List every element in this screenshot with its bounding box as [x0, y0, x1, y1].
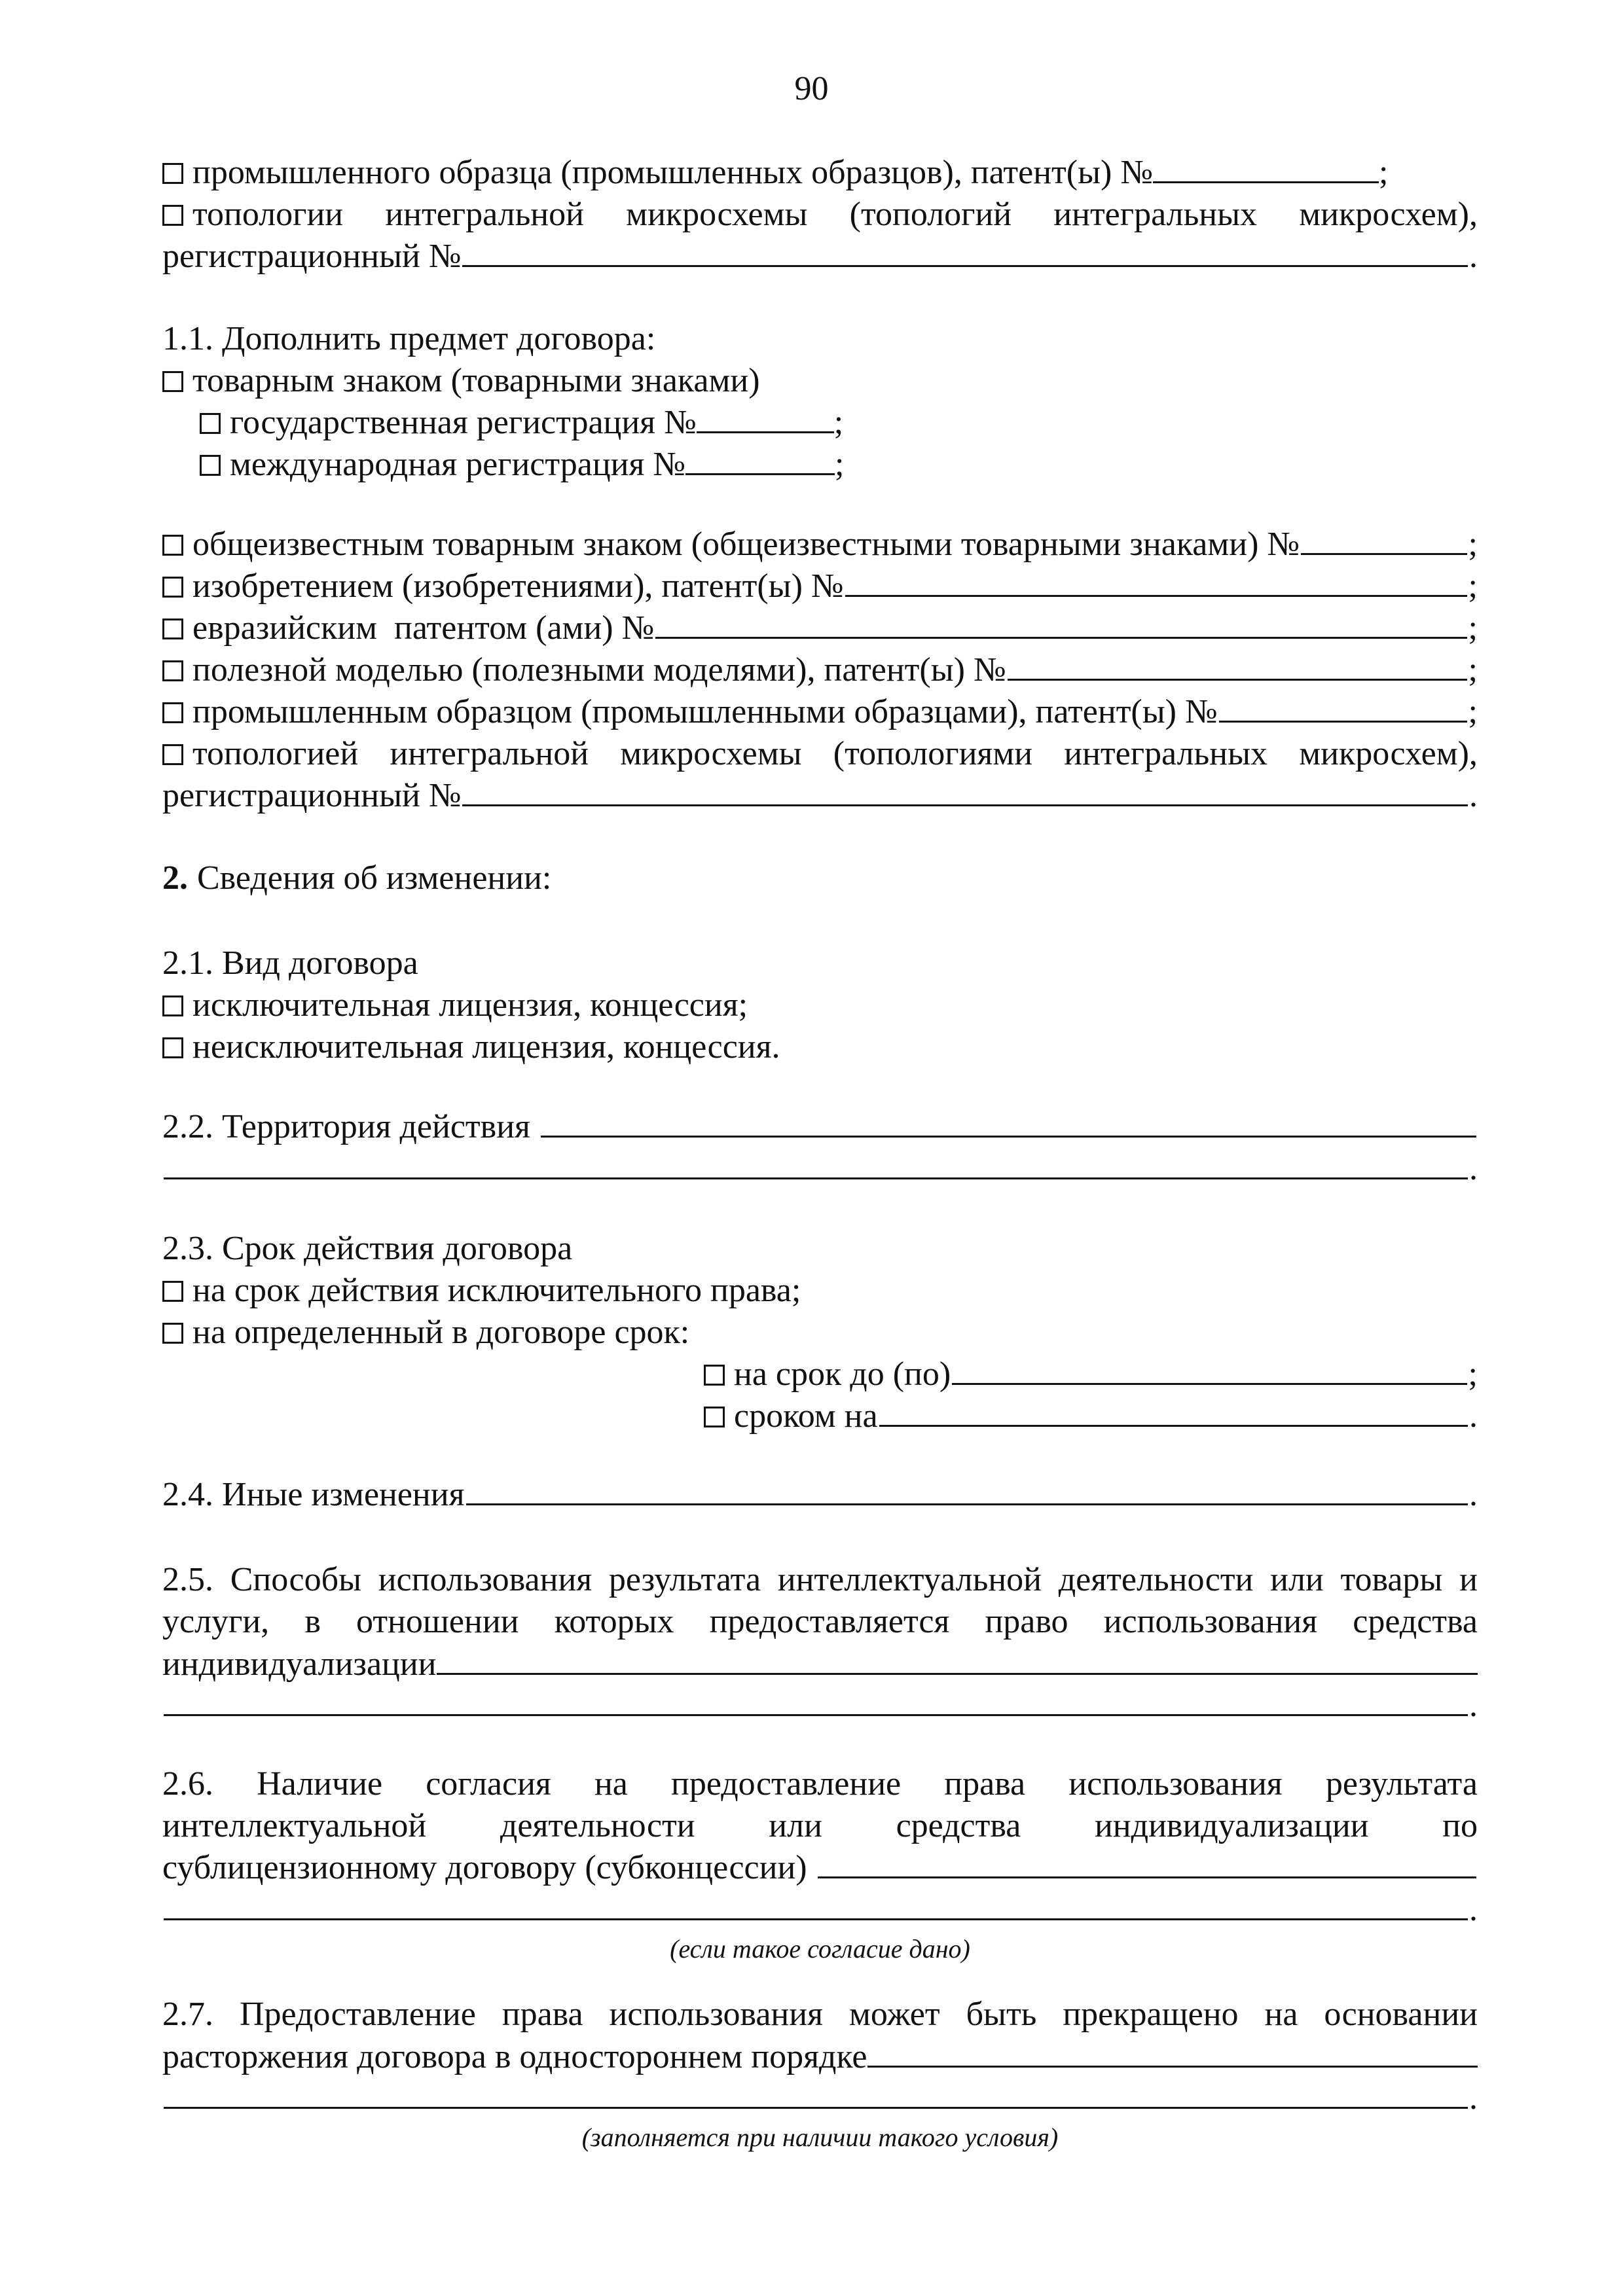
well-known-line: общеизвестным товарным знаком (общеизвестными товарными знаками) № ;: [162, 524, 1478, 565]
invention-blank[interactable]: [845, 566, 1467, 597]
checkbox[interactable]: [200, 455, 221, 476]
checkbox[interactable]: [162, 1281, 183, 1302]
term-defined-line: на определенный в договоре срок:: [162, 1312, 1478, 1354]
reg-number-line-2: регистрационный № .: [162, 777, 1478, 814]
checkbox[interactable]: [162, 1037, 183, 1058]
term-for-blank[interactable]: [879, 1396, 1468, 1427]
territory-blank[interactable]: [541, 1107, 1476, 1138]
s2-6-line1: 2.6. Наличие согласия на предоставление права использования результата: [162, 1765, 1478, 1803]
checkbox[interactable]: [162, 535, 183, 556]
industrial-design-line: промышленного образца (промышленных образцов), патент(ы) № ;: [162, 152, 1478, 194]
invention-line: изобретением (изобретениями), патент(ы) № ;: [162, 565, 1478, 607]
topology-text-2: топологией интегральной микросхемы (топологиями интегральных микросхем),: [192, 735, 1478, 772]
checkbox[interactable]: [162, 205, 183, 226]
checkbox[interactable]: [162, 1323, 183, 1344]
industrial-blank[interactable]: [1219, 692, 1467, 723]
eurasian-blank[interactable]: [655, 608, 1467, 639]
intl-reg-blank[interactable]: [685, 444, 835, 475]
checkbox[interactable]: [704, 1407, 725, 1427]
checkbox[interactable]: [162, 660, 183, 681]
other-changes-line: 2.4. Иные изменения .: [162, 1476, 1478, 1513]
page-number: 90: [794, 70, 829, 107]
termination-blank-2[interactable]: [164, 2078, 1468, 2109]
s1-1-heading: 1.1. Дополнить предмет договора:: [162, 320, 656, 357]
s2-5-line2: услуги, в отношении которых предоставляется право использования средства: [162, 1603, 1478, 1640]
usage-methods-blank[interactable]: [437, 1643, 1478, 1675]
termination-blank[interactable]: [867, 2036, 1478, 2068]
intl-reg-line: международная регистрация № ;: [200, 444, 1478, 486]
utility-line: полезной моделью (полезными моделями), патент(ы) № ;: [162, 649, 1478, 691]
checkbox[interactable]: [162, 163, 183, 184]
topology-line: [162, 194, 1478, 236]
checkbox[interactable]: [162, 744, 183, 765]
s2-6-line4: .: [162, 1889, 1478, 1931]
s2-5-line3: индивидуализации: [162, 1643, 1478, 1685]
term-exclusive-line: на срок действия исключительного права;: [162, 1270, 1478, 1312]
term-until-blank[interactable]: [952, 1354, 1467, 1385]
s2-6-note: (если такое согласие дано): [670, 1934, 970, 1964]
reg-number-blank[interactable]: [462, 236, 1468, 267]
patent-number-blank[interactable]: [1153, 152, 1379, 183]
s2-5-line1: 2.5. Способы использования результата интеллектуальной деятельности или товары и: [162, 1561, 1478, 1598]
nonexclusive-line: неисключительная лицензия, концессия.: [162, 1026, 1478, 1068]
eurasian-line: евразийским патентом (ами) № ;: [162, 607, 1478, 649]
sublicense-blank-2[interactable]: [164, 1890, 1468, 1920]
industrial-line: промышленным образцом (промышленными образцами), патент(ы) № ;: [162, 691, 1478, 733]
checkbox[interactable]: [162, 996, 183, 1016]
sublicense-blank[interactable]: [818, 1848, 1476, 1878]
state-reg-line: государственная регистрация № ;: [200, 402, 1478, 444]
reg-number-blank-2[interactable]: [462, 776, 1468, 806]
other-changes-blank[interactable]: [466, 1475, 1468, 1505]
s2-1-heading: 2.1. Вид договора: [162, 944, 418, 982]
territory-line-2: .: [162, 1148, 1478, 1190]
checkbox[interactable]: [704, 1365, 725, 1386]
s2-5-line4: .: [162, 1685, 1478, 1727]
s2-7-line2: расторжения договора в одностороннем порядке: [162, 2036, 1478, 2078]
term-for-line: сроком на .: [704, 1395, 1478, 1437]
exclusive-line: исключительная лицензия, концессия;: [162, 984, 1478, 1026]
checkbox[interactable]: [162, 702, 183, 723]
territory-line: 2.2. Территория действия: [162, 1106, 1478, 1148]
topology-text: топологии интегральной микросхемы (топологий интегральных микросхем),: [192, 196, 1478, 233]
checkbox[interactable]: [162, 619, 183, 639]
term-until-line: на срок до (по) ;: [704, 1354, 1478, 1395]
s2-7-note: (заполняется при наличии такого условия): [581, 2123, 1059, 2152]
state-reg-blank[interactable]: [697, 403, 834, 433]
s2-6-line3: сублицензионному договору (субконцессии): [162, 1847, 1478, 1889]
topology-line-2: [162, 733, 1478, 775]
trademark-line: товарным знаком (товарными знаками): [162, 360, 1478, 402]
s2-6-line2: интеллектуальной деятельности или средства индивидуализации по: [162, 1807, 1478, 1844]
s2-7-line1: 2.7. Предоставление права использования может быть прекращено на основании: [162, 1996, 1478, 2033]
checkbox[interactable]: [162, 577, 183, 598]
s2-3-heading: 2.3. Срок действия договора: [162, 1230, 573, 1267]
well-known-blank[interactable]: [1301, 524, 1467, 555]
territory-blank-2[interactable]: [164, 1149, 1468, 1179]
reg-number-line: регистрационный № .: [162, 238, 1478, 275]
utility-blank[interactable]: [1008, 650, 1467, 681]
s2-heading: 2. Сведения об изменении:: [162, 859, 552, 897]
s2-7-line3: .: [162, 2077, 1478, 2119]
checkbox[interactable]: [200, 413, 221, 434]
usage-methods-blank-2[interactable]: [164, 1685, 1468, 1716]
checkbox[interactable]: [162, 371, 183, 392]
